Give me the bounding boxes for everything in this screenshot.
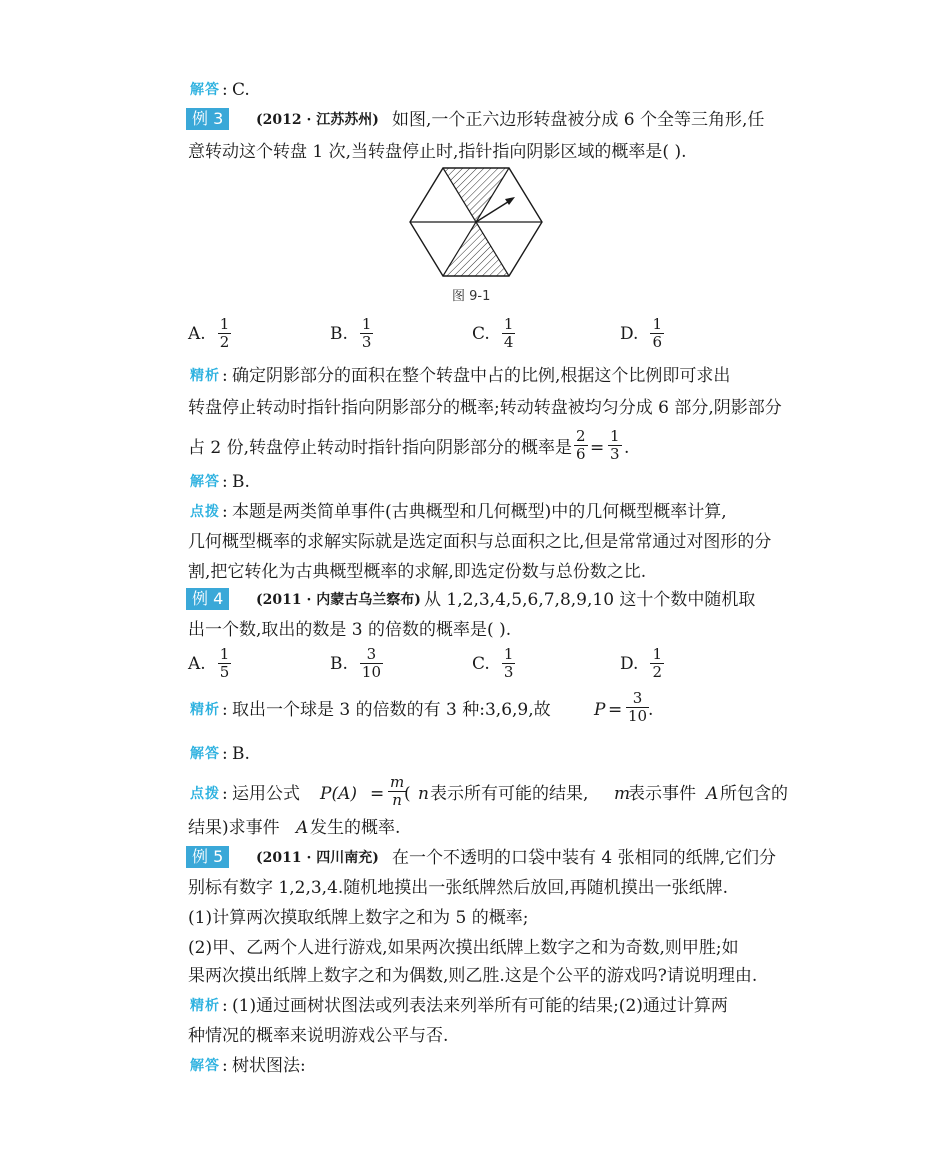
- answer-text: C.: [232, 80, 250, 100]
- colon: :: [222, 80, 228, 100]
- ex4-option-c: C. $\frac{1}{3}$: [472, 645, 514, 681]
- shaded-bottom-triangle: [443, 222, 509, 276]
- tip-tag: 点拨: [190, 504, 220, 520]
- ex3-option-c: C. $\frac{1}{4}$: [472, 315, 514, 351]
- ex4-badge: 例 4: [186, 588, 229, 610]
- ex4-tip-line1: 点拨 : 运用公式 P(A) = $\frac{m}{n}$ ( n 表示所有可能的结果, m 表示事件 A 所包含的: [190, 773, 788, 809]
- ex3-text1: 如图,一个正六边形转盘被分成 6 个全等三角形,任: [392, 110, 765, 130]
- ex5-badge: 例 5: [186, 846, 229, 868]
- ex4-option-d: D. $\frac{1}{2}$: [620, 645, 662, 681]
- hexagon-spinner-figure: [408, 166, 544, 278]
- ex3-text2: 意转动这个转盘 1 次,当转盘停止时,指针指向阴影区域的概率是( ).: [188, 142, 687, 162]
- figure-caption: 图 9-1: [452, 289, 491, 304]
- ex4-option-b: B. $\frac{3}{10}$: [330, 645, 381, 681]
- document-page: 解答 : C. 例 3 (2012 · 江苏苏州) 如图,一个正六边形转盘被分成 6 个全等三角形,任 意转动这个转盘 1 次,当转盘停止时,指针指向阴影区域的概率是( ). 图 9-1 A. $\frac{1}{2}$ B. $\frac{1}{3}$ C. $\frac{1}{4}$ D. $\frac{1}{6}$ 精析 : 确定阴影部分的面积在整个转盘中占的比例,根据这个比例即可求出 转盘停止转动时指针指向阴影部分的概率;转动转盘被均匀分成 6 部分,阴影部分 占 2 份,转盘停止转动时指针指向阴影部分的概率是 $\frac{2}{6}$ = $\frac{1}{3}$ . 解答 : B. 点拨 : 本题是两类简单事件(古典概型和几何概型)中的几何概型概率计算, 几何概型概率的求解实际就是选定面积与总面积之比,但是常常通过对图形的分 割,把它转化为古典概型概率的求解,即选定份数与总份数之比. 例 4 (2011 · 内蒙古乌兰察布) 从 1,2,3,4,5,6,7,8,9,10 这十个数中随机取 出一个数,取出的数是 3 的倍数的概率是( ). A. $\frac{1}{5}$ B. $\frac{3}{10}$ C. $\frac{1}{3}$ D. $\frac{1}{2}$ 精析 : 取出一个球是 3 的倍数的有 3 种:3,6,9,故 P = $\frac{3}{10}$ . 解答 : B. 点拨 : 运用公式 P(A) = $\frac{m}{n}$ ( n 表示所有可能的结果, m 表示事件 A 所包含的 结果)求事件 A 发生的概率. 例 5 (2011 · 四川南充) 在一个不透明的口袋中装有 4 张相同的纸牌,它们分 别标有数字 1,2,3,4.随机地摸出一张纸牌然后放回,再随机摸出一张纸牌. (1)计算两次摸取纸牌上数字之和为 5 的概率; (2)甲、乙两个人进行游戏,如果两次摸出纸牌上数字之和为奇数,则甲胜;如 果两次摸出纸牌上数字之和为偶数,则乙胜.这是个公平的游戏吗?请说明理由. 精析 : (1)通过画树状图法或列表法来列举所有可能的结果;(2)通过计算两 种情况的概率来说明游戏公平与否. 解答 : 树状图法:: [0, 0, 950, 1149]
- ex3-option-d: D. $\frac{1}{6}$: [620, 315, 662, 351]
- ex3-option-b: B. $\frac{1}{3}$: [330, 315, 372, 351]
- answer-tag: 解答: [190, 82, 220, 98]
- ex4-option-a: A. $\frac{1}{5}$: [188, 645, 230, 681]
- shaded-top-triangle: [443, 168, 509, 222]
- ex3-source: (2012 · 江苏苏州): [256, 112, 379, 128]
- ex3-analysis-line3: 占 2 份,转盘停止转动时指针指向阴影部分的概率是 $\frac{2}{6}$ = $\frac{1}{3}$ .: [188, 427, 630, 463]
- ex3-option-a: A. $\frac{1}{2}$: [188, 315, 230, 351]
- analysis-tag: 精析: [190, 368, 220, 384]
- ex4-analysis: 精析 : 取出一个球是 3 的倍数的有 3 种:3,6,9,故 P = $\frac{3}{10}$ .: [190, 689, 654, 725]
- ex3-badge: 例 3: [186, 108, 229, 130]
